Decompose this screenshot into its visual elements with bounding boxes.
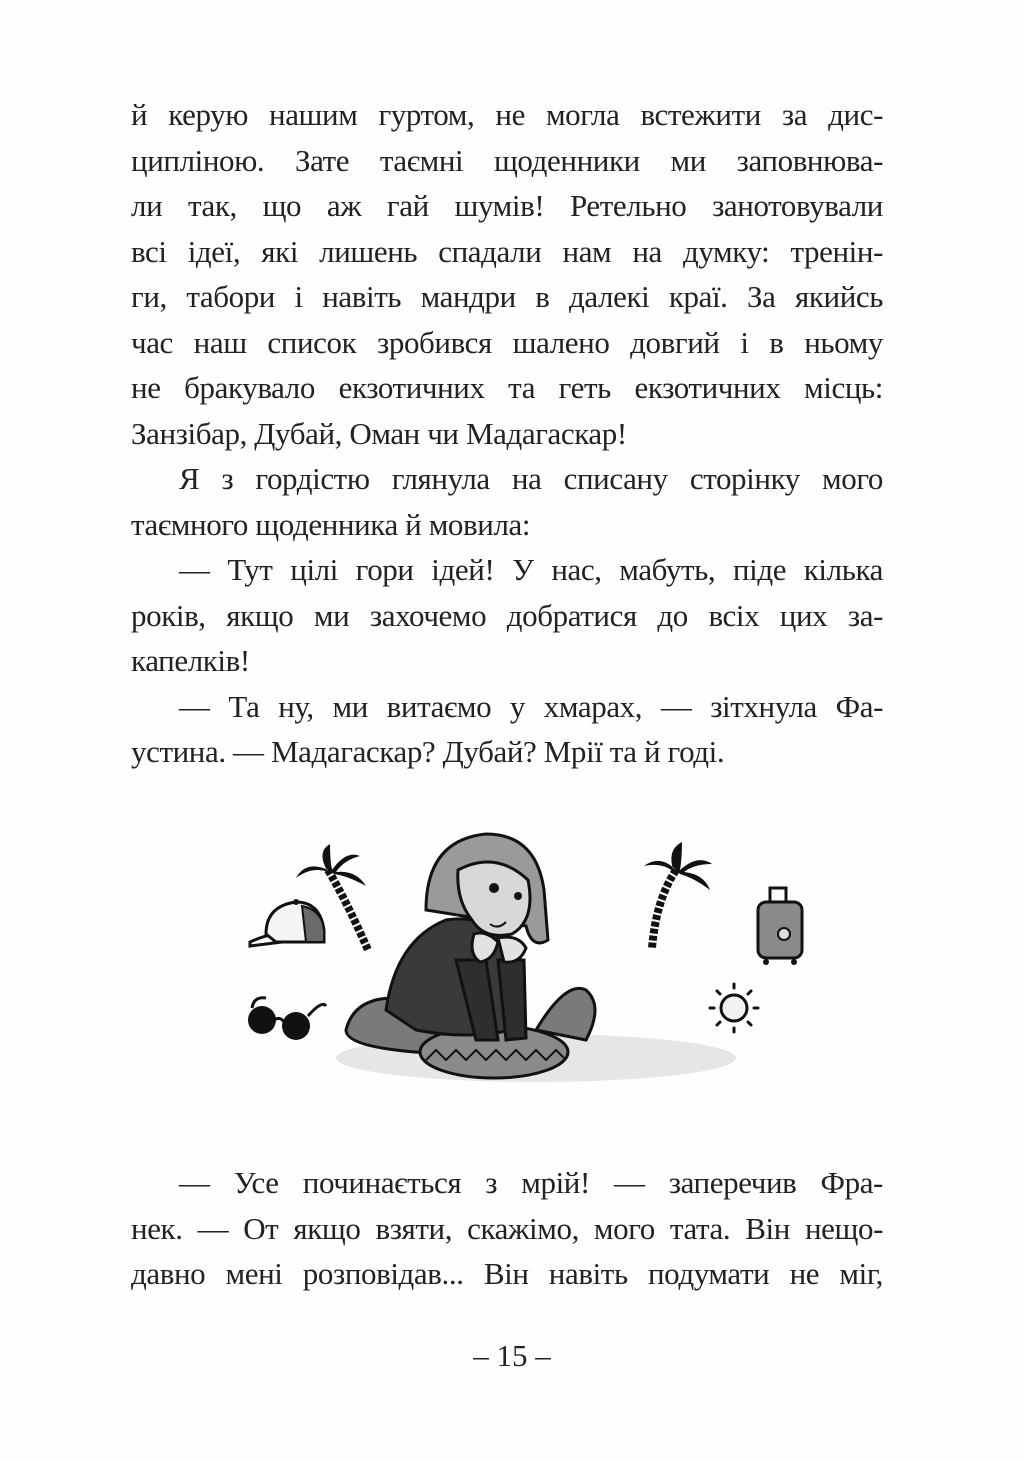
dialogue-line: — Усе починається з мрій! — заперечив Фра- bbox=[179, 1165, 883, 1200]
text-line: час наш список зробився шалено довгий і в ньому bbox=[131, 324, 883, 360]
dialogue-line: нек. — От якщо взяти, скажімо, мого тата. Він нещо- bbox=[131, 1210, 883, 1246]
dialogue-line: — Тут цілі гори ідей! У нас, мабуть, піде кілька bbox=[179, 552, 883, 587]
text-line: Занзібар, Дубай, Оман чи Мадагаскар! bbox=[131, 415, 627, 451]
suitcase-icon bbox=[758, 888, 802, 965]
illustration-dreaming-girl bbox=[236, 830, 806, 1100]
sun-icon bbox=[710, 984, 758, 1032]
text-block-bottom bbox=[131, 1160, 883, 1297]
text-line: не бракувало екзотичних та геть екзотичних місць: bbox=[131, 370, 883, 405]
text-line: ципліною. Зате таємні щоденники ми заповнюва- bbox=[131, 142, 883, 178]
text-line: Я з гордістю глянула на списану сторінку мого bbox=[179, 461, 883, 496]
page-number: – 15 – bbox=[473, 1338, 551, 1373]
sunglasses-icon bbox=[248, 998, 326, 1040]
text-block-top bbox=[131, 92, 883, 775]
dialogue-line: капелків! bbox=[131, 643, 250, 678]
text-line: всі ідеї, які лишень спадали нам на думку: тренін- bbox=[131, 233, 883, 269]
text-line: таємного щоденника й мовила: bbox=[131, 506, 531, 542]
dialogue-line: років, якщо ми захочемо добратися до всіх цих за- bbox=[131, 597, 883, 633]
palm-tree-icon bbox=[644, 842, 712, 948]
text-line: ли так, що аж гай шумів! Ретельно занотовували bbox=[131, 188, 883, 223]
text-line: й керую нашим гуртом, не могла встежити за дис- bbox=[131, 97, 883, 132]
cap-icon bbox=[250, 899, 324, 946]
dialogue-line: устина. — Мадагаскар? Дубай? Мрії та й годі. bbox=[131, 734, 725, 769]
dialogue-line: давно мені розповідав... Він навіть подумати не міг, bbox=[131, 1256, 883, 1291]
dialogue-line: — Та ну, ми витаємо у хмарах, — зітхнула Фа- bbox=[179, 688, 883, 724]
text-line: ги, табори і навіть мандри в далекі краї. За якийсь bbox=[131, 279, 883, 314]
girl-figure bbox=[346, 834, 595, 1078]
